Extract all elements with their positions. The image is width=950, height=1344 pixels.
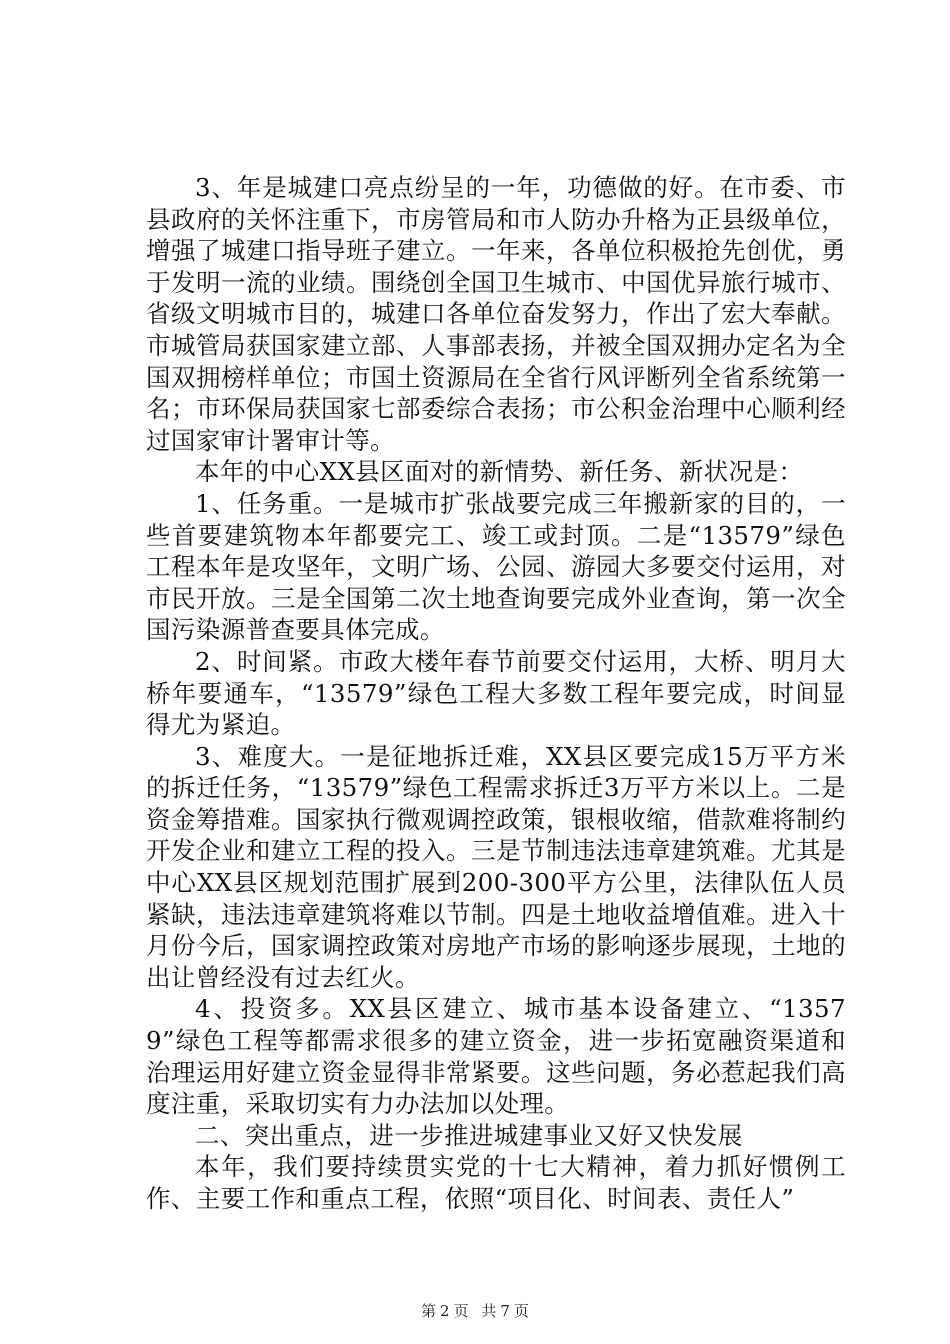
paragraph-heavy-tasks: 1、任务重。一是城市扩张战要完成三年搬新家的目的，一些首要建筑物本年都要完工、竣工或封顶。二是“13579”绿色工程本年是攻坚年，文明广场、公园、游园大多要交付运用，对市民开放。三是全国第二次土地查询要完成外业查询，第一次全国污染源普查要具体完成。 [146, 488, 846, 645]
total-prefix: 共 [481, 1302, 497, 1320]
total-pages: 7 [500, 1302, 510, 1320]
paragraph-difficulty: 3、难度大。一是征地拆迁难，XX县区要完成15万平方米的拆迁任务，“13579”绿色工程需求拆迁3万平方米以上。二是资金筹措难。国家执行微观调控政策，银根收缩，借款难将制约开发企业和建立工程的投入。三是节制违法违章建筑难。尤其是中心XX县区规划范围扩展到200-300平方公里，法律队伍人员紧缺，违法违章建筑将难以节制。四是土地收益增值难。进入十月份今后，国家调控政策对房地产市场的影响逐步展现，土地的出让曾经没有过去红火。 [146, 741, 846, 992]
section-heading: 二、突出重点，进一步推进城建事业又好又快发展 [195, 1120, 743, 1150]
document-body [146, 172, 846, 1215]
paragraph-investment: 4、投资多。XX县区建立、城市基本设备建立、“13579”绿色工程等都需求很多的建立资金，进一步拓宽融资渠道和治理运用好建立资金显得非常紧要。这些问题，务必惹起我们高度注重，采取切实有力办法加以处理。 [146, 994, 846, 1119]
page-footer [0, 1301, 950, 1321]
page-number: 2 [440, 1302, 450, 1320]
total-pages-indicator [479, 1302, 531, 1320]
paragraph-achievements: 3、年是城建口亮点纷呈的一年，功德做的好。在市委、市县政府的关怀注重下，市房管局和市人防办升格为正县级单位，增强了城建口指导班子建立。一年来，各单位积极抢先创优，勇于发明一流的业绩。围绕创全国卫生城市、中国优异旅行城市、省级文明城市目的，城建口各单位奋发努力，作出了宏大奉献。市城管局获国家建立部、人事部表扬，并被全国双拥办定名为全国双拥榜样单位；市国土资源局在全省行风评断列全省系统第一名；市环保局获国家七部委综合表扬；市公积金治理中心顺利经过国家审计署审计等。 [146, 173, 846, 455]
total-unit: 页 [513, 1302, 529, 1320]
paragraph-this-year: 本年，我们要持续贯实党的十七大精神，着力抓好惯例工作、主要工作和重点工程，依照“项目化、时间表、责任人” [146, 1152, 846, 1213]
paragraph-new-situation: 本年的中心XX县区面对的新情势、新任务、新状况是： [195, 457, 804, 487]
page-unit: 页 [453, 1302, 469, 1320]
paragraph-tight-time: 2、时间紧。市政大楼年春节前要交付运用，大桥、明月大桥年要通车，“13579”绿色工程大多数工程年要完成，时间显得尤为紧迫。 [146, 646, 846, 740]
page-indicator [419, 1302, 471, 1320]
page-prefix: 第 [421, 1302, 437, 1320]
